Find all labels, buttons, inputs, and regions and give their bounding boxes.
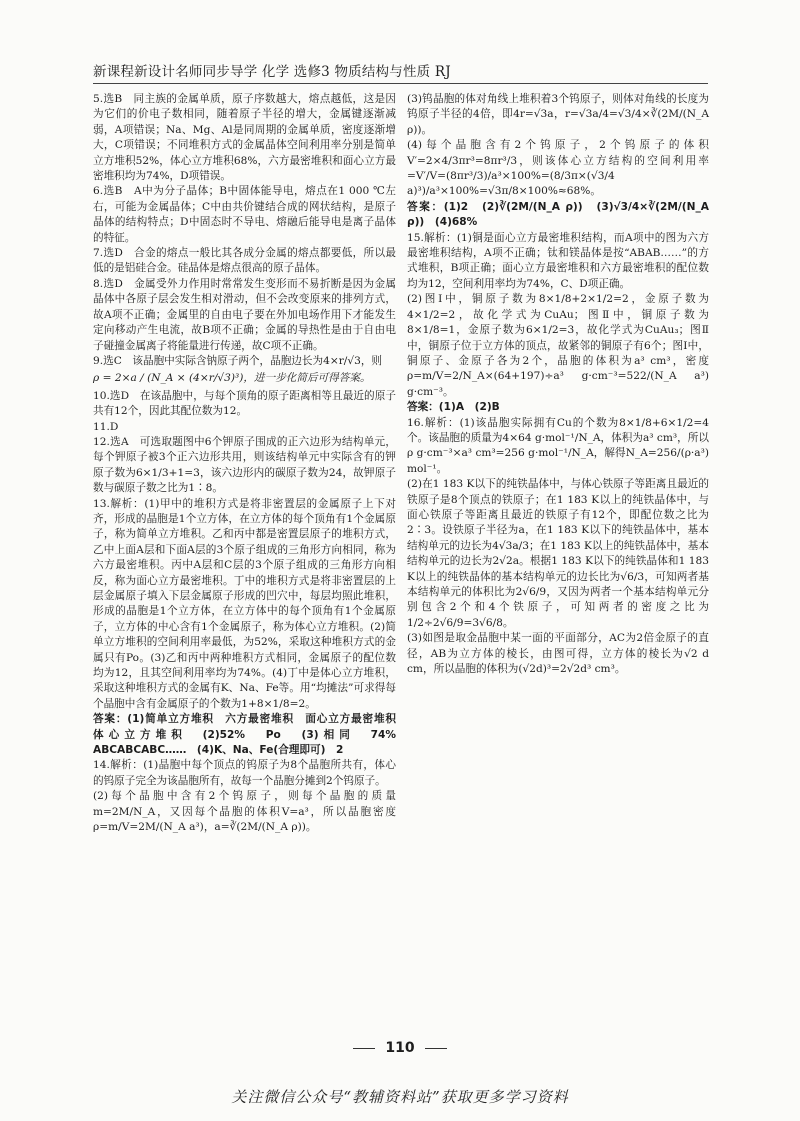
left-column — [93, 92, 407, 836]
page-dash-left — [353, 1048, 375, 1049]
running-header: 新课程新设计名师同步导学 化学 选修3 物质结构与性质 RJ — [93, 64, 451, 80]
answer-14-analysis-2: (2)每个晶胞中含有2个钨原子，则每个晶胞的质量m=2M/N_A，又因每个晶胞的体积V=a³，所以晶胞密度ρ=m/V=2M/(N_A a³)，a=∛(2M/(N_A ρ))。 — [93, 790, 396, 834]
answer-16-analysis-1: 16.解析：(1)该晶胞实际拥有Cu的个数为8×1/8+6×1/2=4个。该晶胞的质量为4×64 g·mol⁻¹/N_A，体积为a³ cm³，所以ρ g·cm⁻³×a³ cm³=256 g·mol⁻¹/N_A，解得N_A=256/(ρ·a³) mol⁻¹。 — [407, 416, 709, 475]
answer-15-analysis-1: 15.解析：(1)铜是面心立方最密堆积结构，而A项中的图为六方最密堆积结构，A项不正确；钛和镁晶体是按“ABAB……”的方式堆积，B项正确；面心立方最密堆积和六方最密堆积的配位数均为12，空间利用率均为74%，C、D项正确。 — [407, 231, 709, 290]
page-dash-right — [425, 1048, 447, 1049]
answer-16-analysis-2: (2)在1 183 K以下的纯铁晶体中，与体心铁原子等距离且最近的铁原子是8个顶点的铁原子；在1 183 K以上的纯铁晶体中，与面心铁原子等距离且最近的铁原子有12个，即配位数之比为2∶3。设铁原子半径为a，在1 183 K以下的纯铁晶体中，基本结构单元的边长为4√3a/3；在1 183 K以上的纯铁晶体中，基本结构单元的边长为2√2a。根据1 183 K以下的纯铁晶体和1 183 K以上的纯铁晶体的基本结构单元的边长比为√6/3，可知两者基本结构单元的体积比为2√6/9，又因为两者一个基本结构单元分别包含2个和4个铁原子，可知两者的密度之比为1/2÷2√6/9=3√6/8。 — [407, 478, 709, 629]
answer-13-key: 答案：(1)简单立方堆积 六方最密堆积 面心立方最密堆积 体心立方堆积 (2)52% Po (3)相同 74% ABCABCABC…… (4)K、Na、Fe(合理即可) 2 — [93, 713, 407, 757]
answer-14-analysis-3: (3)钨晶胞的体对角线上堆积着3个钨原子，则体对角线的长度为钨原子半径的4倍，即4r=√3a，r=√3a/4=√3/4×∛(2M/(N_A ρ))。 — [407, 93, 709, 136]
answer-8: 8.选D 金属受外力作用时常常发生变形而不易折断是因为金属晶体中各原子层会发生相对滑动，但不会改变原来的排列方式，故A项不正确；金属里的自由电子要在外加电场作用下才能发生定向移动产生电流，故B项不正确；金属的导热性是由于自由电子碰撞金属离子将能量进行传递，故C项不正确。 — [93, 277, 396, 352]
answer-7: 7.选D 合金的熔点一般比其各成分金属的熔点都要低，所以最低的是铝硅合金。硅晶体是熔点很高的原子晶体。 — [93, 247, 396, 275]
answer-14-key: 答案：(1)2 (2)∛(2M/(N_A ρ)) (3)√3/4×∛(2M/(N_A ρ)) (4)68% — [407, 200, 709, 229]
answer-9: 9.选C 该晶胞中实际含钠原子两个，晶胞边长为4×r/√3，则 — [93, 354, 383, 367]
footer-note: 关注微信公众号“教辅资料站”获取更多学习资料 — [231, 1088, 569, 1106]
answer-5: 5.选B 同主族的金属单质，原子序数越大，熔点越低，这是因为它们的价电子数相同，随着原子半径的增大，金属键逐渐减弱，A项错误；Na、Mg、Al是同周期的金属单质，密度逐渐增大，C项错误；不同堆积方式的金属晶体空间利用率分别是简单立方堆积52%，体心立方堆积68%，六方最密堆积和面心立方最密堆积均为74%，D项错误。 — [93, 93, 396, 183]
answer-11: 11.D — [93, 420, 119, 433]
answer-14-analysis-4: (4)每个晶胞含有2个钨原子，2个钨原子的体积V′=2×4/3πr³=8πr³/3，则该体心立方结构的空间利用率=V′/V=(8πr³/3)/a³×100%=(8/3π×(√3/4 a)³)/a³×100%=√3π/8×100%≈68%。 — [407, 139, 709, 198]
answer-9-formula: ρ = 2×a / (N_A × (4×r/√3)³)，进一步化简后可得答案。 — [93, 372, 371, 385]
answer-10: 10.选D 在该晶胞中，与每个顶角的原子距离相等且最近的原子共有12个，因此其配位数为12。 — [93, 389, 396, 418]
right-column — [407, 92, 709, 677]
page-number-row — [0, 1040, 800, 1056]
header-rule — [93, 83, 708, 84]
answer-15-key: 答案：(1)A (2)B — [407, 401, 500, 414]
answer-12: 12.选A 可选取题图中6个钾原子围成的正六边形为结构单元，每个钾原子被3个正六边形共用，则该结构单元中实际含有的钾原子数为6×1/3+1=3，该六边形内的碳原子数为24，故钾原子数与碳原子数之比为1∶8。 — [93, 435, 396, 495]
answer-6: 6.选B A中为分子晶体；B中固体能导电，熔点在1 000 ℃左右，可能为金属晶体；C中由共价键结合成的网状结构，是原子晶体的结构特点；D中固态时不导电、熔融后能导电是离子晶体的特征。 — [93, 185, 396, 244]
page-number: 110 — [385, 1040, 415, 1056]
answer-15-analysis-2: (2)图Ⅰ中，铜原子数为8×1/8+2×1/2=2，金原子数为4×1/2=2，故化学式为CuAu；图Ⅱ中，铜原子数为8×1/8=1，金原子数为6×1/2=3，故化学式为CuAu₃；图Ⅱ中，铜原子位于立方体的顶点，故紧邻的铜原子有6个；图Ⅰ中，铜原子、金原子各为2个，晶胞的体积为a³ cm³，密度ρ=m/V=2/N_A×(64+197)÷a³ g·cm⁻³=522/(N_A a³) g·cm⁻³。 — [407, 293, 709, 398]
answer-13-analysis: 13.解析：(1)甲中的堆积方式是将非密置层的金属原子上下对齐，形成的晶胞是1个立方体，在立方体的每个顶角有1个金属原子，称为简单立方堆积。乙和丙中都是密置层原子的堆积方式，乙中上面A层和下面A层的3个原子组成的三角形方向相同，称为六方最密堆积。丙中A层和C层的3个原子组成的三角形方向相反，称为面心立方最密堆积。丁中的堆积方式是将非密置层的上层金属原子填入下层金属原子形成的凹穴中，每层均照此堆积，形成的晶胞是1个立方体，在立方体中的每个顶角有1个金属原子，立方体的中心含有1个金属原子，称为体心立方堆积。(2)简单立方堆积的空间利用率最低，为52%，采取这种堆积方式的金属只有Po。(3)乙和丙中两种堆积方式相同，金属原子的配位数均为12，且其空间利用率均为74%。(4)丁中是体心立方堆积，采取这种堆积方式的金属有K、Na、Fe等。用“均摊法”可求得每个晶胞中含有金属原子的个数为1+8×1/8=2。 — [93, 497, 396, 710]
answer-14-analysis-1: 14.解析：(1)晶胞中每个顶点的钨原子为8个晶胞所共有，体心的钨原子完全为该晶胞所有，故每一个晶胞分摊到2个钨原子。 — [93, 759, 396, 787]
answer-16-analysis-3: (3)如图是取金晶胞中某一面的平面部分，AC为2倍金原子的直径，AB为立方体的棱长，由图可得，立方体的棱长为√2 d cm，所以晶胞的体积为(√2d)³=2√2d³ cm³。 — [407, 632, 709, 676]
